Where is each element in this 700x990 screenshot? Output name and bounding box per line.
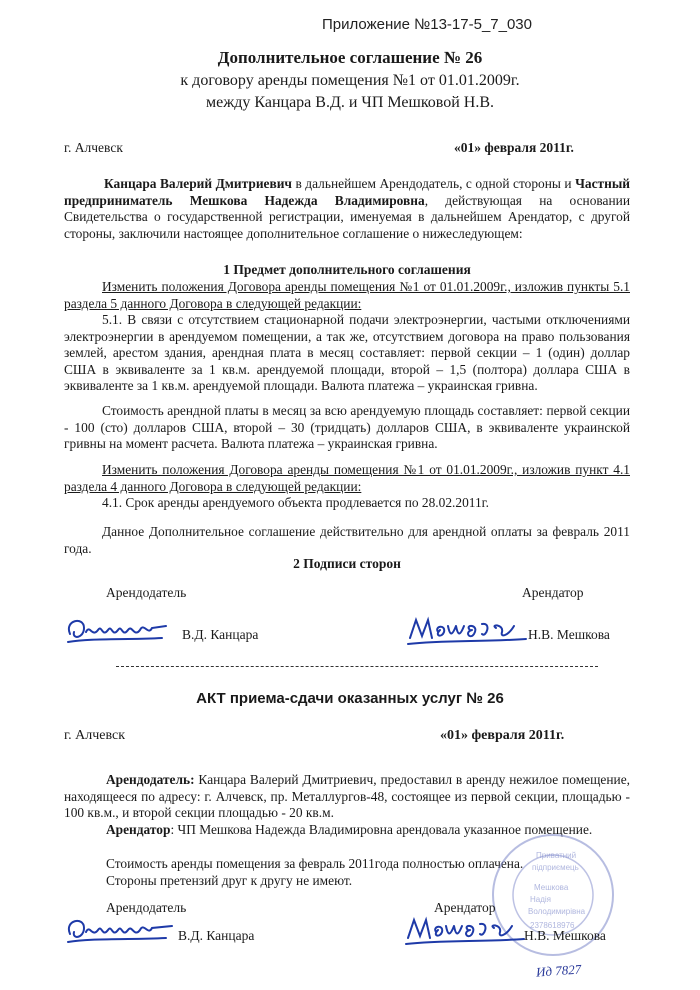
agreement-title: Дополнительное соглашение № 26 — [217, 48, 483, 67]
intro-paragraph — [64, 176, 630, 242]
act-tenant-text: : ЧП Мешкова Надежда Владимировна арендовала указанное помещение. — [170, 822, 593, 837]
rent-cost-paragraph: Стоимость арендной платы в месяц за всю арендуемую площадь составляет: первой секции - 100 (сто) долларов США, второй – 30 (тридцать) долларов США, в эквиваленте украинской гривны на момент расчета. Валюта платежа – украинская гривна. — [64, 403, 630, 452]
act-claims-paragraph: Стороны претензий друг к другу не имеют. — [106, 873, 353, 888]
act-title: АКТ приема-сдачи оказанных услуг № 26 — [196, 690, 504, 707]
clause-4-1: 4.1. Срок аренды арендуемого объекта продлевается по 28.02.2011г. — [102, 495, 489, 510]
handwritten-note: Ид 7827 — [535, 961, 582, 980]
landlord-signature-2 — [62, 912, 182, 948]
act-landlord-label-sig: Арендодатель — [106, 900, 187, 915]
act-landlord-paragraph — [64, 772, 630, 822]
act-tenant-label: Арендатор — [106, 822, 171, 837]
appendix-label: Приложение №13-17-5_7_030 — [322, 16, 532, 33]
act-tenant-label-sig: Арендатор — [434, 900, 496, 915]
intro-text-1: в дальнейшем Арендодатель, с одной стороны и — [291, 176, 576, 191]
landlord-signature-1 — [62, 612, 182, 648]
tenant-signature-2 — [402, 912, 528, 948]
act-cost-paragraph: Стоимость аренды помещения за февраль 2011года полностью оплачена. — [106, 856, 524, 871]
svg-text:Приватний: Приватний — [536, 851, 577, 860]
validity-paragraph: Данное Дополнительное соглашение действительно для арендной оплаты за февраль 2011 года. — [64, 524, 630, 556]
agreement-subtitle-parties: между Канцара В.Д. и ЧП Мешковой Н.В. — [205, 94, 495, 111]
svg-text:Мешкова: Мешкова — [534, 883, 569, 892]
change-clause-5-1: Изменить положения Договора аренды помещения №1 от 01.01.2009г., изложив пункты 5.1 раздела 5 данного Договора в следующей редакции: — [64, 279, 630, 311]
landlord-name-1: В.Д. Канцара — [182, 627, 259, 642]
svg-text:підприємець: підприємець — [532, 863, 579, 872]
svg-text:2378618976: 2378618976 — [530, 921, 575, 930]
section2-heading: 2 Подписи сторон — [293, 556, 401, 571]
date: «01» февраля 2011г. — [454, 140, 574, 155]
act-landlord-name: В.Д. Канцара — [178, 928, 255, 943]
act-landlord-text: Канцара Валерий Дмитриевич, предоставил в аренду нежилое помещение, находящееся по адресу: г. Алчевск, пр. Металлургов-48, состоящее из первой секции, площадью - 100 кв.м., и второй секции площадью - 20 кв.м. — [64, 772, 630, 821]
place: г. Алчевск — [64, 140, 123, 155]
landlord-label: Арендодатель — [106, 585, 187, 600]
svg-text:Володимирівна: Володимирівна — [528, 907, 586, 916]
tenant-signature-1 — [404, 612, 530, 648]
agreement-subtitle-contract: к договору аренды помещения №1 от 01.01.2009г. — [180, 72, 520, 89]
act-tenant-name: Н.В. Мешкова — [524, 928, 606, 943]
tenant-full-name: Частный предприниматель Мешкова Надежда Владимировна — [64, 176, 630, 208]
act-place: г. Алчевск — [64, 728, 126, 743]
clause-5-1: 5.1. В связи с отсутствием стационарной подачи электроэнергии, частыми отключениями электроэнергии в арендуемом помещении, а так же, отсутствием договора на право пользования землей, арестом здания, арендная плата в месяц составляет: первой секции – 1 (один) доллар США в эквиваленте за 1 кв.м. арендуемой площади, второй – 1,5 (полтора) доллара США в эквиваленте за 1 кв.м. арендуемой площади. Валюта платежа – украинская гривна. — [64, 312, 630, 394]
svg-text:Надія: Надія — [530, 895, 552, 904]
tenant-name-1: Н.В. Мешкова — [528, 627, 610, 642]
landlord-full-name: Канцара Валерий Дмитриевич — [104, 176, 292, 191]
tenant-label: Арендатор — [522, 585, 584, 600]
section1-heading: 1 Предмет дополнительного соглашения — [223, 262, 471, 277]
separator-line — [116, 666, 598, 667]
act-date: «01» февраля 2011г. — [440, 728, 565, 743]
change-clause-4-1: Изменить положения Договора аренды помещения №1 от 01.01.2009г., изложив пункт 4.1 раздела 4 данного Договора в следующей редакции: — [64, 462, 630, 494]
intro-text-2: , действующая на основании Свидетельства о государственной регистрации, именуемая в дальнейшем Арендатор, с другой стороны, заключили настоящее дополнительное соглашение о нижеследующем: — [64, 192, 630, 241]
act-landlord-label: Арендодатель: — [106, 772, 195, 787]
